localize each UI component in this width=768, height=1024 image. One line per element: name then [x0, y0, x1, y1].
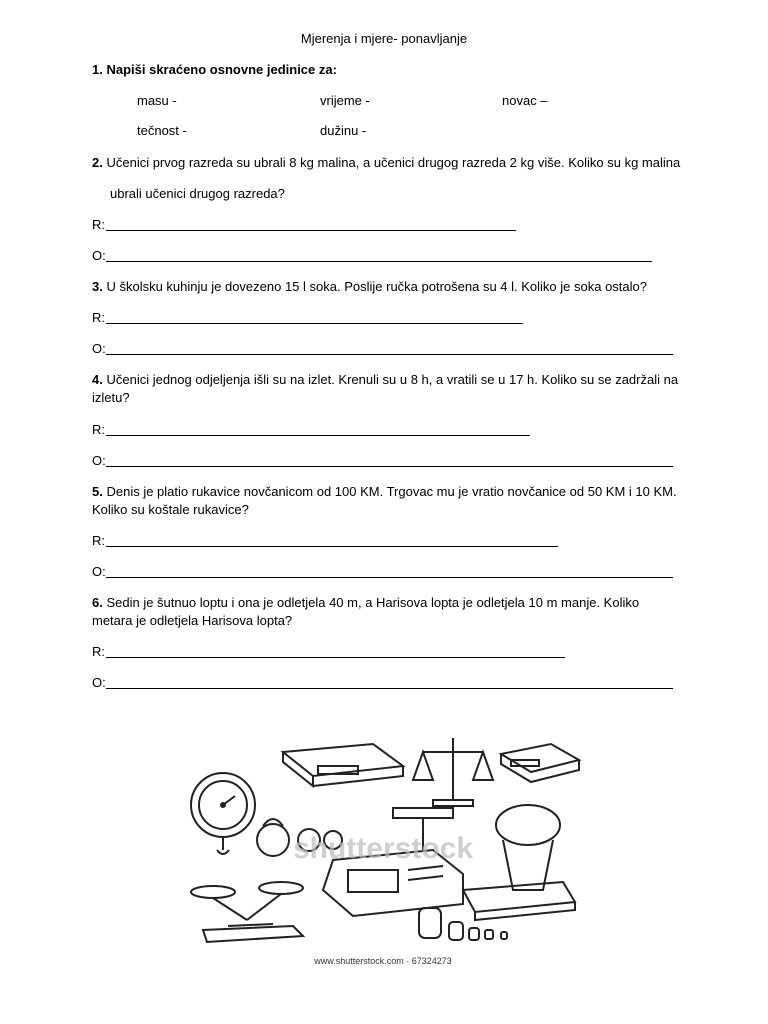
scales-illustration [183, 730, 583, 970]
digital-scale-icon-1 [283, 744, 403, 786]
unit-time: vrijeme - [320, 93, 370, 108]
answer-r-label-5: R: [92, 533, 105, 548]
scales-drawing [183, 730, 583, 970]
question-3-text: U školsku kuhinju je dovezeno 15 l soka. Poslije ručka potrošena su 4 l. Koliko je soka ostalo? [106, 279, 647, 294]
watermark-text: shutterstock [292, 832, 474, 865]
answer-r-line-5[interactable] [106, 546, 558, 547]
question-2-text-line1: Učenici prvog razreda su ubrali 8 kg malina, a učenici drugog razreda 2 kg više. Koliko su kg malina [106, 155, 681, 170]
question-6-number: 6. [92, 595, 103, 610]
question-4-text-line2: izletu? [92, 390, 130, 405]
question-2 [92, 155, 680, 170]
question-5-text-line1: Denis je platio rukavice novčanicom od 100 KM. Trgovac mu je vratio novčanice od 50 KM i 10 KM. [106, 484, 677, 499]
answer-o-label-2: O: [92, 248, 106, 263]
answer-r-label-2: R: [92, 217, 105, 232]
question-4 [92, 372, 678, 387]
answer-r-label-6: R: [92, 644, 105, 659]
answer-r-line-3[interactable] [106, 323, 523, 324]
question-1-number: 1. [92, 62, 103, 77]
answer-o-line-3[interactable] [106, 354, 673, 355]
answer-o-label-4: O: [92, 453, 106, 468]
answer-r-line-2[interactable] [106, 230, 516, 231]
weights-set-icon [419, 908, 507, 940]
unit-length: dužinu - [320, 123, 367, 138]
answer-r-label-4: R: [92, 422, 105, 437]
answer-o-line-6[interactable] [106, 688, 673, 689]
question-3 [92, 279, 647, 294]
platform-scale-icon [463, 805, 575, 920]
worksheet-title: Mjerenja i mjere- ponavljanje [300, 31, 468, 46]
question-6-text-line1: Sedin je šutnuo loptu i ona je odletjela 40 m, a Harisova lopta je odletjela 10 m manje. Koliko [106, 595, 640, 610]
dial-scale-icon [191, 773, 255, 854]
unit-money: novac – [502, 93, 548, 108]
question-1 [92, 62, 337, 77]
question-2-number: 2. [92, 155, 103, 170]
pan-balance-icon [191, 882, 303, 942]
answer-r-line-4[interactable] [106, 435, 530, 436]
answer-o-line-2[interactable] [106, 261, 652, 262]
answer-r-label-3: R: [92, 310, 105, 325]
answer-o-line-4[interactable] [106, 466, 673, 467]
balance-scale-icon [413, 738, 493, 806]
question-5 [92, 484, 677, 499]
question-5-text-line2: Koliko su koštale rukavice? [92, 502, 249, 517]
question-6-text-line2: metara je odletjela Harisova lopta? [92, 613, 293, 628]
unit-mass: masu - [137, 93, 177, 108]
question-1-text: Napiši skraćeno osnovne jedinice za: [106, 62, 337, 77]
question-4-number: 4. [92, 372, 103, 387]
question-6 [92, 595, 639, 610]
answer-o-label-3: O: [92, 341, 106, 356]
unit-liquid: tečnost - [137, 123, 187, 138]
question-5-number: 5. [92, 484, 103, 499]
question-2-text-line2: ubrali učenici drugog razreda? [110, 186, 285, 201]
answer-o-label-6: O: [92, 675, 106, 690]
question-4-text-line1: Učenici jednog odjeljenja išli su na izlet. Krenuli su u 8 h, a vratili se u 17 h. Koliko su se zadržali na [106, 372, 679, 387]
image-caption: www.shutterstock.com · 67324273 [314, 956, 452, 966]
answer-r-line-6[interactable] [106, 657, 565, 658]
question-3-number: 3. [92, 279, 103, 294]
answer-o-label-5: O: [92, 564, 106, 579]
answer-o-line-5[interactable] [106, 577, 673, 578]
digital-scale-icon-2 [501, 744, 579, 782]
